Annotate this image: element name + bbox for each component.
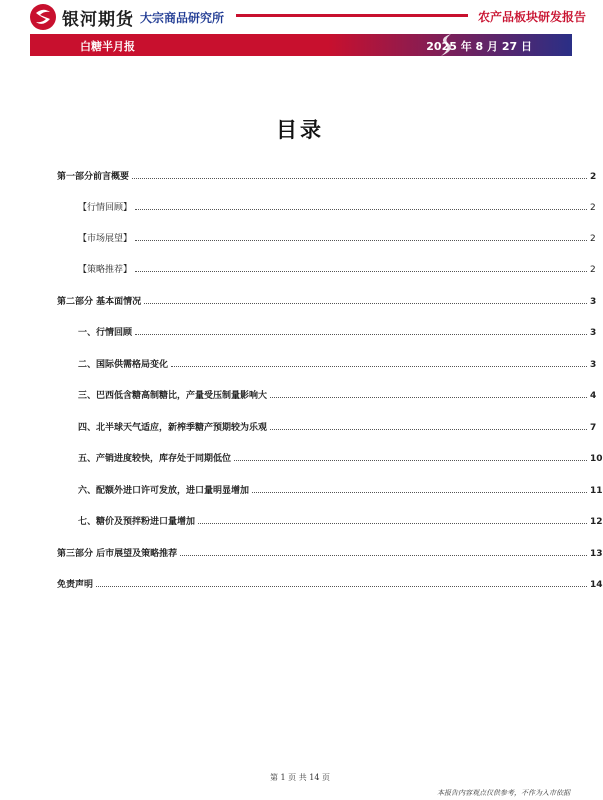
dot-leader bbox=[144, 302, 587, 304]
toc-entry[interactable] bbox=[0, 259, 600, 275]
toc-entry[interactable] bbox=[0, 354, 600, 370]
page-indicator: 第 1 页 共 14 页 bbox=[270, 773, 330, 782]
toc-title: 目录 bbox=[276, 118, 324, 142]
dot-leader bbox=[270, 428, 587, 430]
toc-entry-page: 2 bbox=[590, 234, 596, 244]
toc-entry[interactable] bbox=[0, 228, 600, 244]
company-name: 银河期货 bbox=[62, 9, 134, 30]
toc-entry-label: 免责声明 bbox=[57, 580, 94, 590]
toc-entry-page: 11 bbox=[590, 486, 603, 496]
toc-entry-label: 第一部分前言概要 bbox=[57, 172, 130, 182]
toc-entry-page: 13 bbox=[590, 549, 603, 559]
report-type: 农产品板块研发报告 bbox=[477, 10, 586, 24]
toc-entry-page: 2 bbox=[590, 203, 596, 213]
toc-entry-page: 2 bbox=[590, 172, 597, 182]
toc-entry-page: 10 bbox=[590, 454, 603, 464]
toc-entry[interactable] bbox=[0, 291, 600, 307]
report-date: 2025 年 8 月 27 日 bbox=[426, 40, 532, 53]
toc-entry[interactable] bbox=[0, 480, 603, 496]
page-header bbox=[0, 0, 600, 34]
toc-entry[interactable] bbox=[0, 385, 600, 401]
toc-entry-label: 四、北半球天气适应，新榨季糖产预期较为乐观 bbox=[78, 423, 268, 433]
toc-entry-page: 2 bbox=[590, 265, 596, 275]
company-logo bbox=[30, 4, 134, 30]
toc-entry-label: 【策略推荐】 bbox=[78, 265, 133, 275]
toc-entry[interactable] bbox=[0, 448, 603, 464]
dot-leader bbox=[270, 396, 587, 398]
toc-entry-page: 4 bbox=[590, 391, 597, 401]
toc-entry-page: 7 bbox=[590, 423, 597, 433]
dot-leader bbox=[135, 208, 587, 210]
header-divider bbox=[236, 14, 468, 17]
dot-leader bbox=[252, 491, 587, 493]
dot-leader bbox=[171, 365, 587, 367]
toc-entry-label: 一、行情回顾 bbox=[78, 328, 133, 338]
toc-entry-label: 【市场展望】 bbox=[78, 234, 133, 244]
toc-entry-label: 【行情回顾】 bbox=[78, 203, 133, 213]
toc-entry[interactable] bbox=[0, 574, 603, 590]
toc-entry-label: 六、配额外进口许可发放，进口量明显增加 bbox=[78, 486, 250, 496]
toc-entry-page: 12 bbox=[590, 517, 603, 527]
toc-entry-label: 第二部分 基本面情况 bbox=[57, 297, 142, 307]
toc-entry-page: 14 bbox=[590, 580, 603, 590]
dot-leader bbox=[180, 554, 587, 556]
toc-entry-label: 七、糖价及预拌粉进口量增加 bbox=[78, 517, 196, 527]
disclaimer-note: 本报告内容观点仅供参考，不作为入市依据 bbox=[437, 789, 570, 797]
toc-entry[interactable] bbox=[0, 511, 603, 527]
institute-name: 大宗商品研究所 bbox=[140, 11, 225, 25]
toc-entry[interactable] bbox=[0, 166, 600, 182]
dot-leader bbox=[132, 177, 587, 179]
toc-entry-label: 五、产销进度较快，库存处于同期低位 bbox=[78, 454, 232, 464]
toc-entry[interactable] bbox=[0, 543, 603, 559]
report-banner bbox=[30, 34, 572, 56]
toc-entry[interactable] bbox=[0, 322, 600, 338]
dot-leader bbox=[234, 459, 587, 461]
dot-leader bbox=[135, 239, 587, 241]
toc-entry-label: 二、国际供需格局变化 bbox=[78, 360, 169, 370]
logo-mark-icon bbox=[30, 4, 56, 30]
toc-entry[interactable] bbox=[0, 197, 600, 213]
toc-entry-label: 三、巴西低含糖高制糖比，产量受压制量影响大 bbox=[78, 391, 268, 401]
dot-leader bbox=[96, 585, 587, 587]
toc-entry[interactable] bbox=[0, 417, 600, 433]
toc-entry-page: 3 bbox=[590, 297, 597, 307]
dot-leader bbox=[135, 333, 587, 335]
dot-leader bbox=[135, 270, 587, 272]
toc-entry-page: 3 bbox=[590, 328, 597, 338]
toc-entry-page: 3 bbox=[590, 360, 597, 370]
report-title: 白糖半月报 bbox=[80, 40, 135, 53]
dot-leader bbox=[198, 522, 587, 524]
toc-entry-label: 第三部分 后市展望及策略推荐 bbox=[57, 549, 178, 559]
